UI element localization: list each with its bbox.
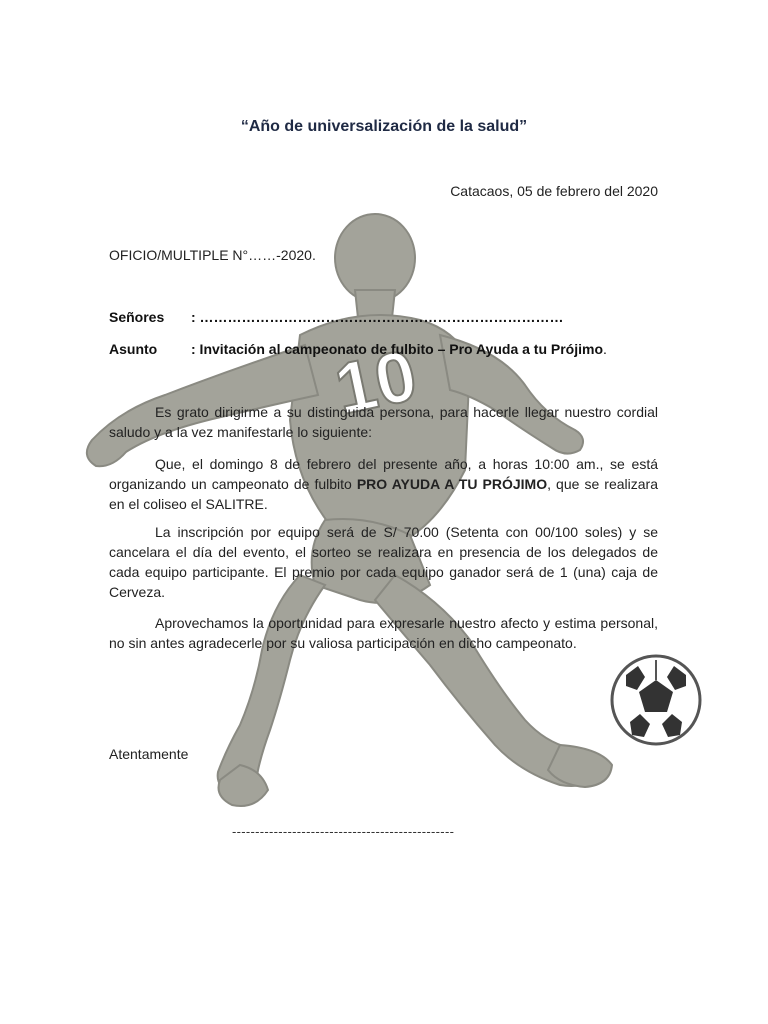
senores-row bbox=[109, 309, 564, 325]
asunto-value: : Invitación al campeonato de fulbito – Pro Ayuda a tu Prójimo bbox=[191, 341, 604, 357]
paragraph-registration: La inscripción por equipo será de S/ 70.00 (Setenta con 00/100 soles) y se cancelara el día del evento, el sorteo se realizara en presencia de los delegados de cada equipo participante. El premio por cada equipo ganador será de 1 (una) caja de Cerveza. bbox=[109, 524, 658, 600]
place-date: Catacaos, 05 de febrero del 2020 bbox=[450, 183, 658, 199]
signature-line: ------------------------------------------------ bbox=[232, 824, 455, 839]
paragraph-event bbox=[109, 454, 658, 514]
senores-value: : …………………………………………………………………… bbox=[191, 309, 564, 325]
asunto-label: Asunto bbox=[109, 341, 158, 357]
paragraph-event-pre: Que, el domingo 8 de febrero del presente año, a horas 10:00 am., se está organizando un campeonato de fulbito bbox=[109, 456, 658, 492]
senores-label: Señores bbox=[109, 309, 165, 325]
event-name: PRO AYUDA A TU PRÓJIMO bbox=[356, 476, 548, 492]
closing: Atentamente bbox=[109, 746, 189, 762]
paragraph-greeting: Es grato dirigirme a su distinguida persona, para hacerle llegar nuestro cordial saludo y a la vez manifestarle lo siguiente: bbox=[109, 404, 658, 440]
asunto-period: . bbox=[603, 341, 607, 357]
paragraph-event-post: , que se realizara en el coliseo el SALITRE. bbox=[109, 476, 658, 512]
asunto-row bbox=[109, 341, 607, 357]
document-title: “Año de universalización de la salud” bbox=[240, 118, 528, 135]
jersey-number: 10 bbox=[328, 335, 424, 431]
oficio-number: OFICIO/MULTIPLE N°……-2020. bbox=[109, 247, 316, 263]
paragraph-thanks: Aprovechamos la oportunidad para expresarle nuestro afecto y estima personal, no sin antes agradecerle por su valiosa participación en dicho campeonato. bbox=[109, 615, 658, 651]
